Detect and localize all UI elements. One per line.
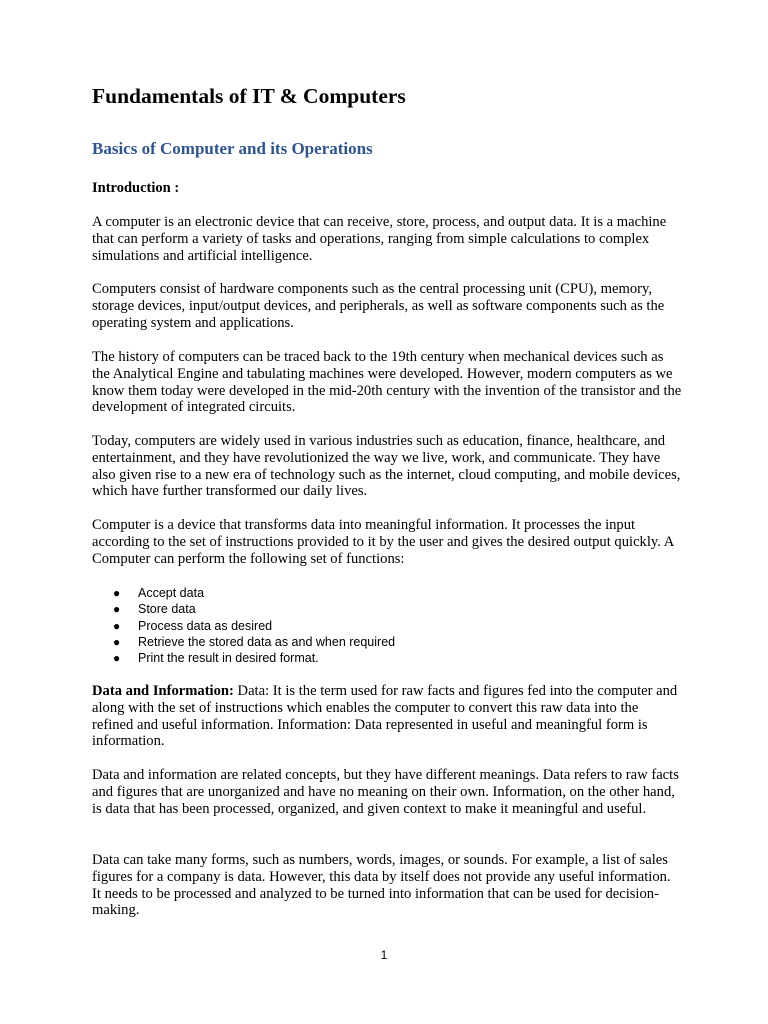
list-item — [92, 634, 395, 650]
data-information-text: Data: It is the term used for raw facts and figures fed into the computer and along with the set of instructions which enables the computer to convert this raw data into the refined and useful information. Information: Data represented in useful and meaningful form is information. — [92, 683, 678, 750]
paragraph-history: The history of computers can be traced back to the 19th century when mechanical devices such as the Analytical Engine and tabulating machines were developed. However, modern computers as we know them today were developed in the mid-20th century with the invention of the transistor and the development of integrated circuits. — [92, 349, 682, 416]
paragraph-data-forms: Data can take many forms, such as numbers, words, images, or sounds. For example, a list of sales figures for a company is data. However, this data by itself does not provide any useful information. It needs to be processed and analyzed to be turned into information that can be used for decision-making. — [92, 852, 671, 919]
page-number: 1 — [380, 948, 388, 962]
bullet-icon: ● — [113, 586, 121, 600]
bullet-icon: ● — [113, 618, 121, 633]
functions-list — [92, 585, 395, 666]
list-item — [92, 618, 395, 634]
list-item — [92, 650, 395, 666]
document-title: Fundamentals of IT & Computers — [92, 84, 406, 108]
bullet-icon: ● — [113, 651, 121, 666]
list-item-label: Process data as desired — [138, 618, 273, 633]
paragraph-functions-intro: Computer is a device that transforms data into meaningful information. It processes the input according to the set of instructions provided to it by the user and gives the desired output quickly. A Computer can perform the following set of functions: — [92, 517, 674, 567]
paragraph-components: Computers consist of hardware components such as the central processing unit (CPU), memory, storage devices, input/output devices, and peripherals, as well as software components such as the operating system and applications. — [92, 281, 665, 331]
data-information-lead: Data and Information: — [92, 683, 234, 699]
paragraph-data-vs-information: Data and information are related concepts, but they have different meanings. Data refers to raw facts and figures that are unorganized and have no meaning on their own. Information, on the other hand, is data that has been processed, organized, and given context to make it meaningful and useful. — [92, 767, 679, 817]
paragraph-definition: A computer is an electronic device that can receive, store, process, and output data. It is a machine that can perform a variety of tasks and operations, ranging from simple calculations to complex simulations and artificial intelligence. — [92, 214, 667, 264]
list-item — [92, 601, 395, 617]
paragraph-today: Today, computers are widely used in various industries such as education, finance, healthcare, and entertainment, and they have revolutionized the way we live, work, and communicate. They have also given rise to a new era of technology such as the internet, cloud computing, and mobile devices, which have further transformed our daily lives. — [92, 433, 681, 500]
list-item-label: Retrieve the stored data as and when required — [138, 634, 396, 649]
list-item-label: Accept data — [138, 586, 205, 600]
section-heading: Basics of Computer and its Operations — [92, 139, 373, 158]
list-item-label: Store data — [138, 602, 196, 617]
list-item — [92, 585, 395, 601]
bullet-icon: ● — [113, 602, 121, 617]
list-item-label: Print the result in desired format. — [138, 651, 319, 666]
paragraph-data-information — [92, 683, 682, 750]
introduction-heading: Introduction : — [92, 180, 180, 196]
bullet-icon: ● — [113, 634, 121, 649]
